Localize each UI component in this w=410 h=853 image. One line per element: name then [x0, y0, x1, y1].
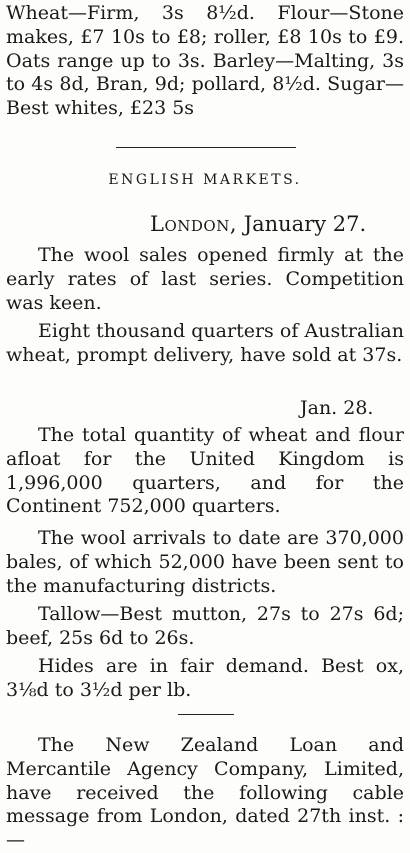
- dateline-city: London,: [150, 212, 237, 236]
- wool-sales-paragraph: The wool sales opened firmly at the early rates of last series. Competition was keen.: [6, 244, 404, 314]
- dateline: [150, 212, 366, 236]
- section-divider: [116, 147, 296, 148]
- hides-paragraph: Hides are in fair demand. Best ox, 3⅛d to 3½d per lb.: [6, 655, 404, 701]
- second-dateline: Jan. 28.: [300, 397, 374, 419]
- dateline-date: January 27.: [243, 212, 367, 236]
- market-prices-paragraph: Wheat—Firm, 3s 8½d. Flour—Stone makes, £7 10s to £8; roller, £8 10s to £9. Oats range up to 3s. Barley—Malting, 3s to 4s 8d, Bran, 9d; pollard, 8½d. Sugar—Best whites, £23 5s: [6, 2, 404, 120]
- wool-arrivals-paragraph: The wool arrivals to date are 370,000 bales, of which 52,000 have been sent to the manufacturing districts.: [6, 527, 404, 597]
- australian-wheat-paragraph: Eight thousand quarters of Australian wheat, prompt delivery, have sold at 37s.: [6, 320, 404, 366]
- wheat-afloat-paragraph: The total quantity of wheat and flour afloat for the United Kingdom is 1,996,000 quarters, and for the Continent 752,000 quarters.: [6, 424, 404, 518]
- short-divider: [178, 714, 234, 715]
- tallow-paragraph: Tallow—Best mutton, 27s to 27s 6d; beef, 25s 6d to 26s.: [6, 603, 404, 649]
- section-heading: ENGLISH MARKETS.: [108, 172, 302, 188]
- agency-cable-paragraph: The New Zealand Loan and Mercantile Agency Company, Limited, have received the following cable message from London, dated 27th inst. :—: [6, 734, 404, 852]
